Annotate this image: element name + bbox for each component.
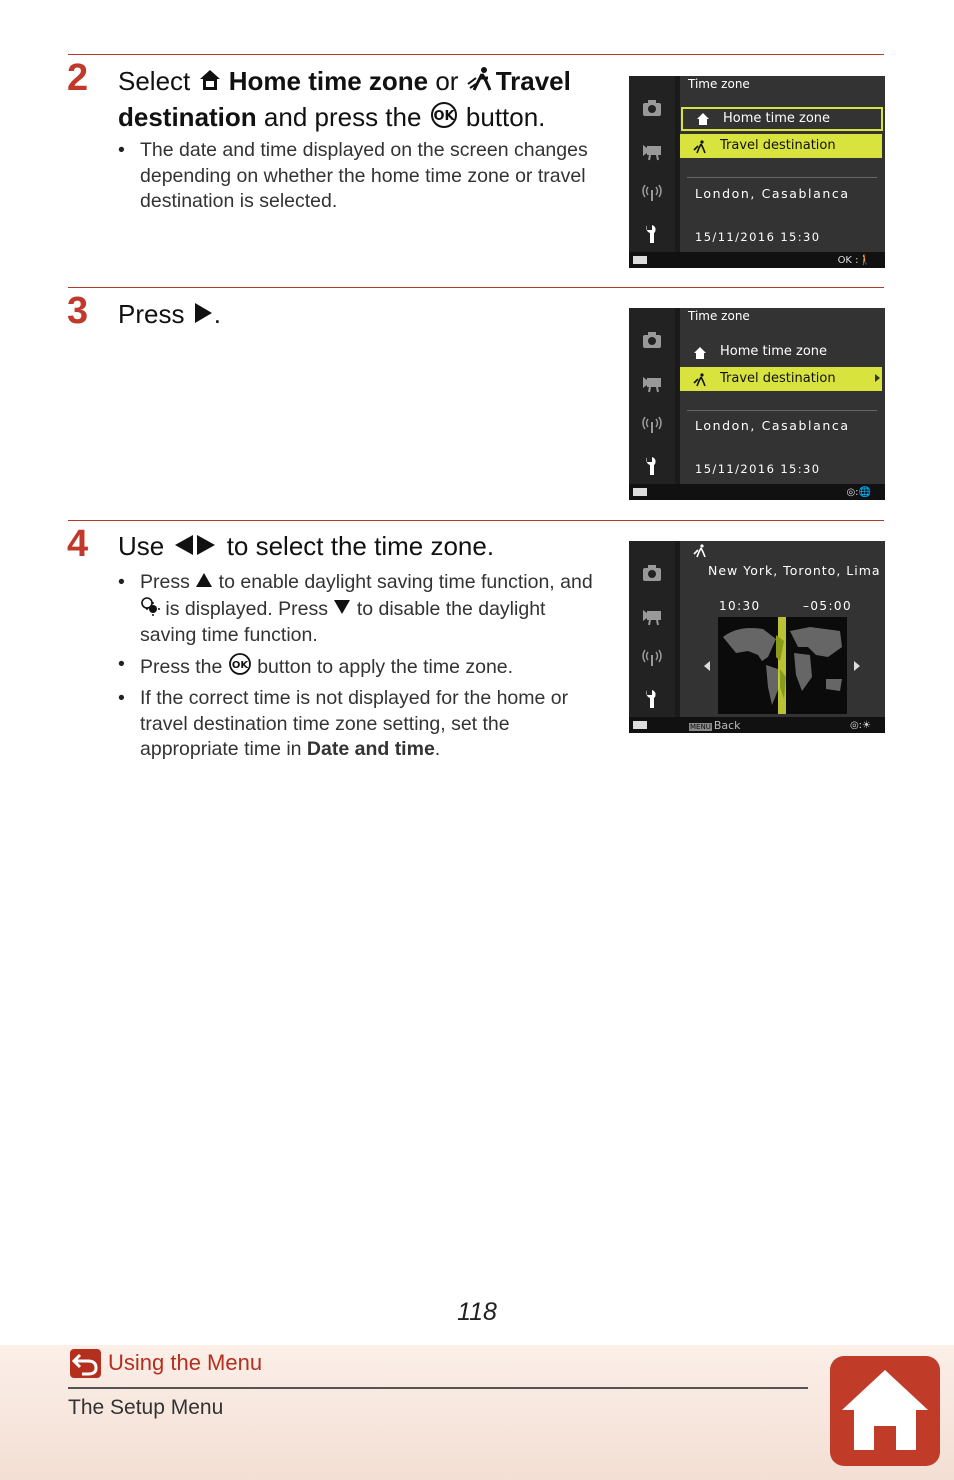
bullet: • If the correct time is not displayed for the home or travel destination time zone setting, set the appropriate time in Date and time. [118, 686, 598, 763]
step3-heading: Press . [118, 297, 608, 333]
wrench-icon [641, 689, 663, 709]
step-number: 3 [67, 290, 89, 332]
camera-screen-time-zone-map [629, 541, 885, 733]
movie-icon [641, 373, 663, 393]
bullet: • Press to enable daylight saving time function, and is displayed. Press to disable the daylight saving time function. [118, 570, 598, 649]
right-arrow-icon[interactable] [854, 661, 860, 671]
home-icon [696, 112, 710, 126]
step-number: 2 [67, 57, 89, 99]
movie-icon [641, 141, 663, 161]
travel-icon [693, 543, 707, 557]
step4-heading: Use to select the time zone. [118, 529, 608, 565]
battery-icon [633, 488, 647, 496]
menu-badge: MENU [690, 723, 711, 731]
menu-item-home-time-zone[interactable]: Home time zone [681, 107, 883, 131]
utc-offset: –05:00 [803, 599, 852, 613]
date-time: 15/11/2016 15:30 [695, 462, 821, 476]
wireless-icon [641, 648, 663, 668]
section-name: The Setup Menu [68, 1396, 224, 1419]
home-button[interactable] [830, 1356, 940, 1466]
step3-rule [68, 287, 884, 288]
camera-menu-sidebar [629, 541, 675, 733]
wireless-icon [641, 415, 663, 435]
camera-screen-time-zone [629, 76, 885, 268]
divider [687, 410, 877, 411]
wrench-icon [641, 456, 663, 476]
svg-text:OK: OK [433, 109, 455, 125]
home-icon [830, 1356, 940, 1466]
camera-screen-time-zone-2 [629, 308, 885, 500]
daylight-saving-icon [140, 596, 160, 624]
svg-text:OK: OK [231, 659, 248, 671]
travel-icon [466, 66, 496, 100]
using-the-menu-link[interactable]: Using the Menu [108, 1350, 263, 1375]
step4-rule [68, 520, 884, 521]
step2-rule [68, 54, 884, 55]
menu-item-home-time-zone[interactable]: Home time zone [680, 340, 882, 364]
page-number: 118 [457, 1298, 497, 1326]
down-arrow-icon [333, 597, 351, 623]
camera-icon [641, 330, 663, 350]
ok-button-icon [228, 652, 252, 684]
camera-menu-sidebar [629, 76, 675, 268]
local-time: 10:30 [719, 599, 761, 613]
menu-item-travel-destination[interactable]: Travel destination [680, 367, 882, 391]
city-name: London, Casablanca [695, 418, 850, 433]
ok-hint: OK :🚶 [837, 255, 871, 266]
bullet: • The date and time displayed on the screen changes depending on whether the home time zone or travel destination is selected. [118, 138, 598, 215]
camera-icon [641, 563, 663, 583]
home-icon [198, 66, 222, 100]
status-bar [629, 717, 885, 733]
step-number: 4 [67, 523, 89, 565]
city-name: New York, Toronto, Lima [708, 563, 881, 578]
date-time: 15/11/2016 15:30 [695, 230, 821, 244]
right-arrow-icon [192, 299, 214, 333]
home-icon [693, 345, 707, 359]
screen-title: Time zone [688, 77, 750, 91]
bullet: • Press the OK button to apply the time zone. [118, 652, 598, 684]
back-arrow-icon[interactable] [70, 1349, 101, 1378]
screen-title: Time zone [688, 309, 750, 323]
divider [687, 177, 877, 178]
camera-icon [641, 98, 663, 118]
battery-icon [633, 721, 647, 729]
travel-icon [693, 139, 707, 153]
daylight-saving-hint-icon: ◎:☀ [849, 720, 871, 731]
city-name: London, Casablanca [695, 186, 850, 201]
movie-icon [641, 606, 663, 626]
menu-item-travel-destination[interactable]: Travel destination [680, 134, 882, 158]
left-arrow-icon[interactable] [704, 661, 710, 671]
world-map [718, 617, 847, 714]
back-button[interactable]: MENU Back [690, 719, 741, 732]
step4-bullets [118, 570, 598, 766]
ok-button-icon [429, 100, 459, 138]
camera-menu-sidebar [629, 308, 675, 500]
globe-hint-icon: ◎:🌐 [846, 487, 871, 498]
left-right-arrows-icon [171, 531, 219, 565]
submenu-arrow-icon [875, 374, 880, 382]
travel-icon: 🚶 [858, 255, 871, 266]
date-and-time-link: Date and time [306, 738, 435, 761]
travel-icon [693, 372, 707, 386]
step2-heading: Select Home time zone or Travel destination and press the OK button. [118, 64, 608, 138]
footer-divider [68, 1387, 808, 1389]
wireless-icon [641, 183, 663, 203]
wrench-icon [641, 224, 663, 244]
step2-bullets [118, 138, 598, 218]
up-arrow-icon [195, 570, 213, 596]
battery-icon [633, 256, 647, 264]
